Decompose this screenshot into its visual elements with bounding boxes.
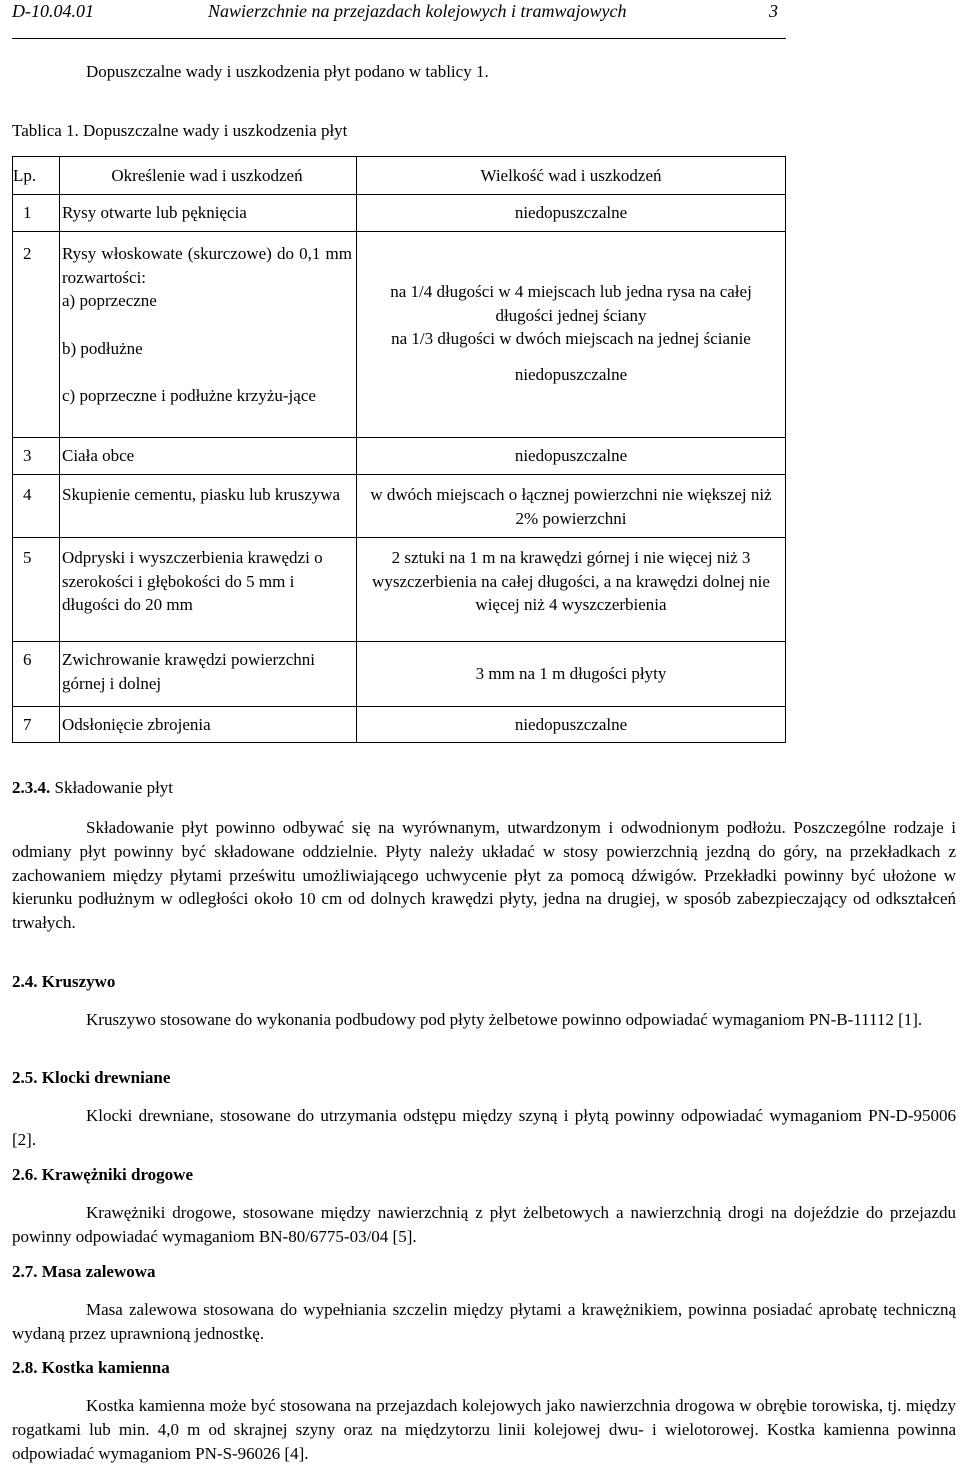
section-heading-2-8: 2.8. Kostka kamienna <box>12 1358 170 1377</box>
section-text-2-4: Kruszywo stosowane do wykonania podbudowy pod płyty żelbetowe powinno odpowiadać wymaganiom PN-B-11112 [1]. <box>86 1010 923 1029</box>
row-desc: Zwichrowanie krawędzi powierzchni górnej i dolnej <box>60 642 357 707</box>
document-title: Nawierzchnie na przejazdach kolejowych i tramwajowych <box>208 1 627 21</box>
table-row <box>13 232 786 438</box>
section-text-2-7: Masa zalewowa stosowana do wypełniania szczelin między płytami a krawężnikiem, powinna posiadać aprobatę techniczną wydaną przez uprawnioną jednostkę. <box>12 1300 956 1343</box>
row-number: 4 <box>13 475 60 538</box>
row-val: niedopuszczalne <box>357 707 786 743</box>
row-val: 2 sztuki na 1 m na krawędzi górnej i nie więcej niż 3 wyszczerbienia na całej długości, a na krawędzi dolnej nie więcej niż 4 wyszczerbienia <box>357 538 786 642</box>
row-val: niedopuszczalne <box>357 438 786 475</box>
row-desc: Ciała obce <box>60 438 357 475</box>
section-heading-2-7: 2.7. Masa zalewowa <box>12 1262 156 1281</box>
row-desc-b: b) podłużne <box>62 338 143 358</box>
table-row <box>13 707 786 743</box>
row-number: 7 <box>13 707 60 743</box>
row-val: w dwóch miejscach o łącznej powierzchni nie większej niż 2% powierzchni <box>357 475 786 538</box>
row-desc: Odsłonięcie zbrojenia <box>60 707 357 743</box>
table-row <box>13 195 786 232</box>
header-lp: Lp. <box>13 157 60 195</box>
intro-text: Dopuszczalne wady i uszkodzenia płyt podano w tablicy 1. <box>86 62 489 81</box>
document-code: D-10.04.01 <box>12 1 94 21</box>
row-number: 3 <box>13 438 60 475</box>
row-number: 1 <box>13 195 60 232</box>
row-desc <box>60 232 357 438</box>
row-val: 3 mm na 1 m długości płyty <box>357 642 786 707</box>
row-val: niedopuszczalne <box>357 195 786 232</box>
page-number: 3 <box>769 1 778 21</box>
page-header <box>12 0 786 39</box>
row-number: 5 <box>13 538 60 642</box>
row-val <box>357 232 786 438</box>
row-desc: Rysy otwarte lub pęknięcia <box>60 195 357 232</box>
row-desc-a: a) poprzeczne <box>62 291 157 310</box>
table-row <box>13 475 786 538</box>
section-heading-2-3-4: 2.3.4. Składowanie płyt <box>12 778 174 797</box>
table-header-row <box>13 157 786 195</box>
section-heading-2-5: 2.5. Klocki drewniane <box>12 1068 171 1087</box>
header-desc: Określenie wad i uszkodzeń <box>60 157 357 195</box>
row-val-a: na 1/4 długości w 4 miejscach lub jedna rysa na całej długości jednej ściany <box>390 282 752 325</box>
table-row <box>13 642 786 707</box>
section-heading-2-6: 2.6. Krawężniki drogowe <box>12 1165 194 1184</box>
section-text-2-5: Klocki drewniane, stosowane do utrzymania odstępu między szyną i płytą powinny odpowiadać wymaganiom PN-D-95006 [2]. <box>12 1106 956 1149</box>
section-text-2-6: Krawężniki drogowe, stosowane między nawierzchnią z płyt żelbetowych a nawierzchnią drogi na dojeździe do przejazdu powinny odpowiadać wymaganiom BN-80/6775-03/04 [5]. <box>12 1203 956 1246</box>
section-heading-2-4: 2.4. Kruszywo <box>12 972 116 991</box>
table-caption: Tablica 1. Dopuszczalne wady i uszkodzenia płyt <box>12 121 348 140</box>
section-text-2-8: Kostka kamienna może być stosowana na przejazdach kolejowych jako nawierzchnia drogowa w obrębie torowiska, tj. między rogatkami lub min. 4,0 m od skrajnej szyny oraz na międzytorzu linii kolejowej dwu- i wielotorowej. Kostka kamienna powinna odpowiadać wymaganiom PN-S-96026 [4]. <box>12 1396 956 1463</box>
row-number: 2 <box>13 232 60 438</box>
table-row <box>13 538 786 642</box>
row-desc: Skupienie cementu, piasku lub kruszywa <box>60 475 357 538</box>
row-desc: Odpryski i wyszczerbienia krawędzi o szerokości i głębokości do 5 mm i długości do 20 mm <box>60 538 357 642</box>
section-text-2-3-4: Składowanie płyt powinno odbywać się na wyrównanym, utwardzonym i odwodnionym podłożu. Poszczególne rodzaje i odmiany płyt powinny być składowane oddzielnie. Płyty należy układać w stosy powierzchnią jezdną do góry, na przekładkach z zachowaniem między płytami prześwitu umożliwiającego uchwycenie płyt za pomocą dźwigów. Przekładki powinny być ułożone w kierunku podłużnym w odległości około 10 cm od dolnych krawędzi płyty, jedna na drugiej, w sposób zabezpieczający od odkształceń trwałych. <box>12 818 956 933</box>
table-row <box>13 438 786 475</box>
row-desc-c: c) poprzeczne i podłużne krzyżu-jące <box>62 386 316 405</box>
header-val: Wielkość wad i uszkodzeń <box>357 157 786 195</box>
row-desc-main: Rysy włoskowate (skurczowe) do 0,1 mm rozwartości: <box>62 244 352 287</box>
row-number: 6 <box>13 642 60 707</box>
row-val-b: na 1/3 długości w dwóch miejscach na jednej ścianie <box>391 329 751 348</box>
defects-table <box>12 156 786 743</box>
row-val-c: niedopuszczalne <box>514 364 628 384</box>
